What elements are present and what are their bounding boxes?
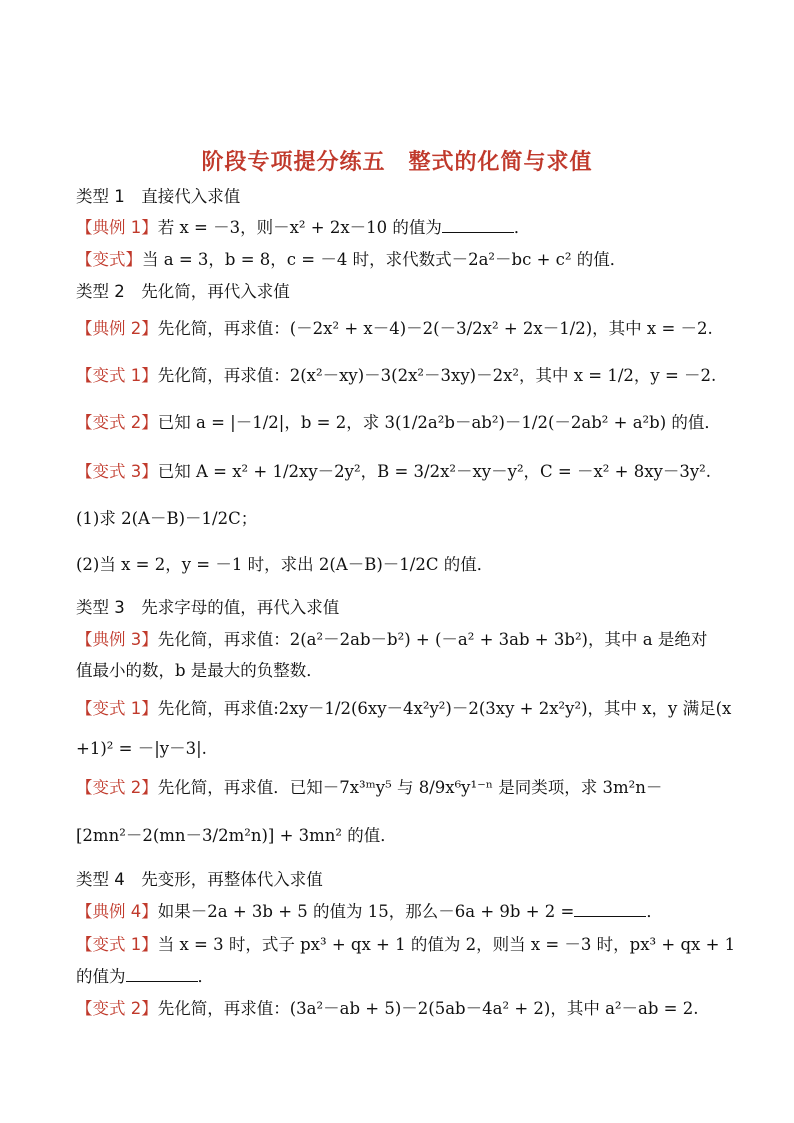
- example-text: 先化简，再求值：2(a²－2ab－b²) + (－a² + 3ab + 3b²)，其中 a 是绝对: [157, 630, 708, 649]
- example-end: ．: [513, 218, 531, 237]
- variant-tag: 【变式 2】: [76, 778, 158, 797]
- answer-blank[interactable]: [126, 967, 198, 982]
- variant-4-1: [76, 934, 735, 956]
- variant-tag: 【变式】: [76, 250, 142, 269]
- variant-3-1-cont: +1)² = －|y－3|.: [76, 739, 207, 758]
- variant-end: ．: [197, 967, 214, 986]
- section-heading-type4: 类型 4 先变形，再整体代入求值: [76, 870, 323, 889]
- variant-2-1: [76, 365, 716, 387]
- variant-text: 已知 A = x² + 1/2xy－2y²，B = 3/2x²－xy－y²，C = －x² + 8xy－3y².: [157, 462, 712, 481]
- variant-text: 先化简，再求值．已知－7x³ᵐy⁵ 与 8/9x⁶y¹⁻ⁿ 是同类项，求 3m²n－: [157, 778, 663, 797]
- example-text: 如果－2a + 3b + 5 的值为 15，那么－6a + 9b + 2 =: [157, 902, 575, 921]
- variant-4-1-cont: [76, 966, 214, 988]
- variant-tag: 【变式 1】: [76, 366, 158, 385]
- variant-text: 已知 a = |－1/2|，b = 2，求 3(1/2a²b－ab²)－1/2(－2ab² + a²b) 的值．: [157, 413, 721, 432]
- variant-tag: 【变式 1】: [76, 699, 158, 718]
- variant-text: 当 x = 3 时，式子 px³ + qx + 1 的值为 2，则当 x = －3 时，px³ + qx + 1: [157, 935, 736, 954]
- variant-4-2: [76, 998, 698, 1020]
- answer-blank[interactable]: [574, 902, 646, 917]
- variant-3-2: [76, 777, 662, 799]
- question-1: (1)求 2(A－B)－1/2C；: [76, 509, 258, 528]
- example-4: [76, 901, 663, 923]
- section-heading-type2: 类型 2 先化简，再代入求值: [76, 282, 290, 301]
- example-3-cont: 值最小的数，b 是最大的负整数．: [76, 661, 323, 680]
- variant-text: 先化简，再求值：2(x²－xy)－3(2x²－3xy)－2x²，其中 x = 1/2，y = －2.: [157, 366, 717, 385]
- example-1: [76, 217, 530, 239]
- variant-2-2: [76, 412, 721, 434]
- example-text: 若 x = －3，则－x² + 2x－10 的值为: [157, 218, 442, 237]
- variant-3-2-cont: [2mn²－2(mn－3/2m²n)] + 3mn² 的值．: [76, 826, 397, 845]
- example-text: 先化简，再求值：(－2x² + x－4)－2(－3/2x² + 2x－1/2)，其中 x = －2.: [157, 319, 713, 338]
- example-end: ．: [646, 902, 663, 921]
- variant-tag: 【变式 2】: [76, 413, 158, 432]
- variant-text: 的值为: [76, 967, 126, 986]
- variant-tag: 【变式 3】: [76, 462, 158, 481]
- variant-1: [76, 249, 626, 271]
- example-3: [76, 629, 707, 651]
- example-2: [76, 318, 713, 340]
- page-title: 阶段专项提分练五 整式的化简与求值: [201, 150, 593, 175]
- example-tag: 【典例 2】: [76, 319, 158, 338]
- variant-text: 先化简，再求值:2xy－1/2(6xy－4x²y²)－2(3xy + 2x²y²)，其中 x，y 满足(x: [157, 699, 732, 718]
- variant-text: 先化简，再求值：(3a²－ab + 5)－2(5ab－4a² + 2)，其中 a²－ab = 2.: [157, 999, 699, 1018]
- variant-tag: 【变式 1】: [76, 935, 158, 954]
- example-tag: 【典例 1】: [76, 218, 158, 237]
- question-2: (2)当 x = 2，y = －1 时，求出 2(A－B)－1/2C 的值．: [76, 555, 494, 574]
- variant-tag: 【变式 2】: [76, 999, 158, 1018]
- variant-text: 当 a = 3，b = 8，c = －4 时，求代数式－2a²－bc + c² 的值．: [142, 250, 627, 269]
- section-heading-type3: 类型 3 先求字母的值，再代入求值: [76, 598, 340, 617]
- answer-blank[interactable]: [442, 218, 514, 233]
- variant-2-3: [76, 461, 711, 483]
- example-tag: 【典例 3】: [76, 630, 158, 649]
- example-tag: 【典例 4】: [76, 902, 158, 921]
- section-heading-type1: 类型 1 直接代入求值: [76, 187, 241, 206]
- variant-3-1: [76, 698, 731, 720]
